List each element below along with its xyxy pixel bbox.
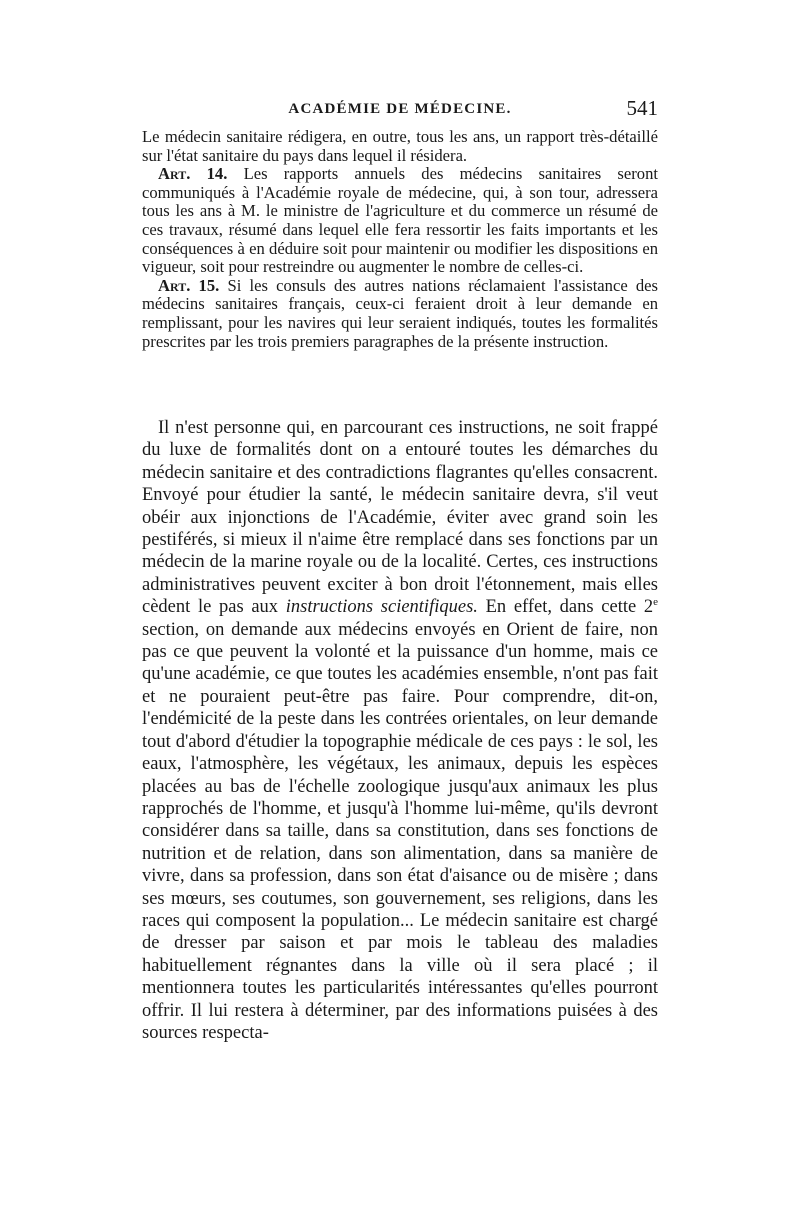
continuation-paragraph	[142, 128, 658, 165]
commentary-part-3: section, on demande aux médecins envoyés en Orient de faire, non pas ce que peuvent la volonté et la puissance d'un homme, mais ce qu'une académie, ce que toutes les académies ensemble, n'ont pas fait et ne pouraient peut-être pas faire. Pour comprendre, dit-on, l'endémicité de la peste dans les contrées orientales, on leur demande tout d'abord d'étudier la topographie médicale de ces pays : le sol, les eaux, l'atmosphère, les végétaux, les animaux, depuis les espèces placées au bas de l'échelle zoologique jusqu'aux animaux les plus rapprochés de l'homme, et jusqu'à l'homme lui-même, qu'ils devront considérer dans sa taille, dans sa constitution, dans ses fonctions de nutrition et de relation, dans son alimentation, dans sa manière de vivre, dans sa profession, dans son état d'aisance ou de misère ; dans ses mœurs, ses coutumes, son gouvernement, ses religions, dans les races qui composent la population... Le médecin sanitaire est chargé de dresser par saison et par mois le tableau des maladies habituellement régnantes dans la ville où il sera placé ; il mentionnera toutes les particularités intéressantes qu'elles pourront offrir. Il lui restera à déterminer, par des informations puisées à des sources respecta-	[142, 619, 658, 1043]
article-15	[142, 277, 658, 351]
page-number: 541	[626, 96, 658, 120]
article-14-text: Les rapports annuels des médecins sanitaires seront communiqués à l'Académie royale de médecine, qui, à son tour, adressera tous les ans à M. le ministre de l'agriculture et du commerce un résumé de ces travaux, résumé dans lequel elle fera ressortir les faits importants et les conséquences à en déduire soit pour maintenir ou modifier les dispositions en vigueur, soit pour restreindre ou augmenter le nombre de celles-ci.	[142, 164, 658, 277]
article-15-text: Si les consuls des autres nations réclamaient l'assistance des médecins sanitaires français, ceux-ci feraient droit à leur demande en remplissant, pour les navires qui leur seraient indiqués, toutes les formalités prescrites par les trois premiers paragraphes de la présente instruction.	[142, 275, 658, 351]
commentary	[142, 417, 658, 1044]
commentary-paragraph	[142, 417, 658, 1044]
continuation-text: Le médecin sanitaire rédigera, en outre, tous les ans, un rapport très-détaillé sur l'état sanitaire du pays dans lequel il résidera.	[142, 127, 658, 165]
running-head	[142, 98, 658, 126]
article-15-label: Art. 15.	[158, 275, 220, 295]
article-14	[142, 165, 658, 277]
running-title: ACADÉMIE DE MÉDECINE.	[288, 101, 512, 117]
commentary-superscript: e	[653, 596, 659, 609]
commentary-part-1: Il n'est personne qui, en parcourant ces instructions, ne soit frappé du luxe de formalités dont on a entouré toutes les démarches du médecin sanitaire et des contradictions flagrantes qu'elles consacrent. Envoyé pour étudier la santé, le médecin sanitaire devra, s'il veut obéir aux injonctions de l'Académie, éviter avec grand soin les pestiférés, si mieux il n'aime être remplacé dans ses fonctions par un médecin de la marine royale ou de la localité. Certes, ces instructions administratives peuvent exciter à bon droit l'étonnement, mais elles cèdent le pas aux	[142, 418, 658, 618]
article-14-label: Art. 14.	[158, 164, 228, 184]
commentary-part-2: En effet, dans cette 2	[477, 597, 654, 618]
commentary-emphasis: instructions scientifiques.	[285, 597, 478, 618]
instruction-articles	[142, 128, 658, 351]
